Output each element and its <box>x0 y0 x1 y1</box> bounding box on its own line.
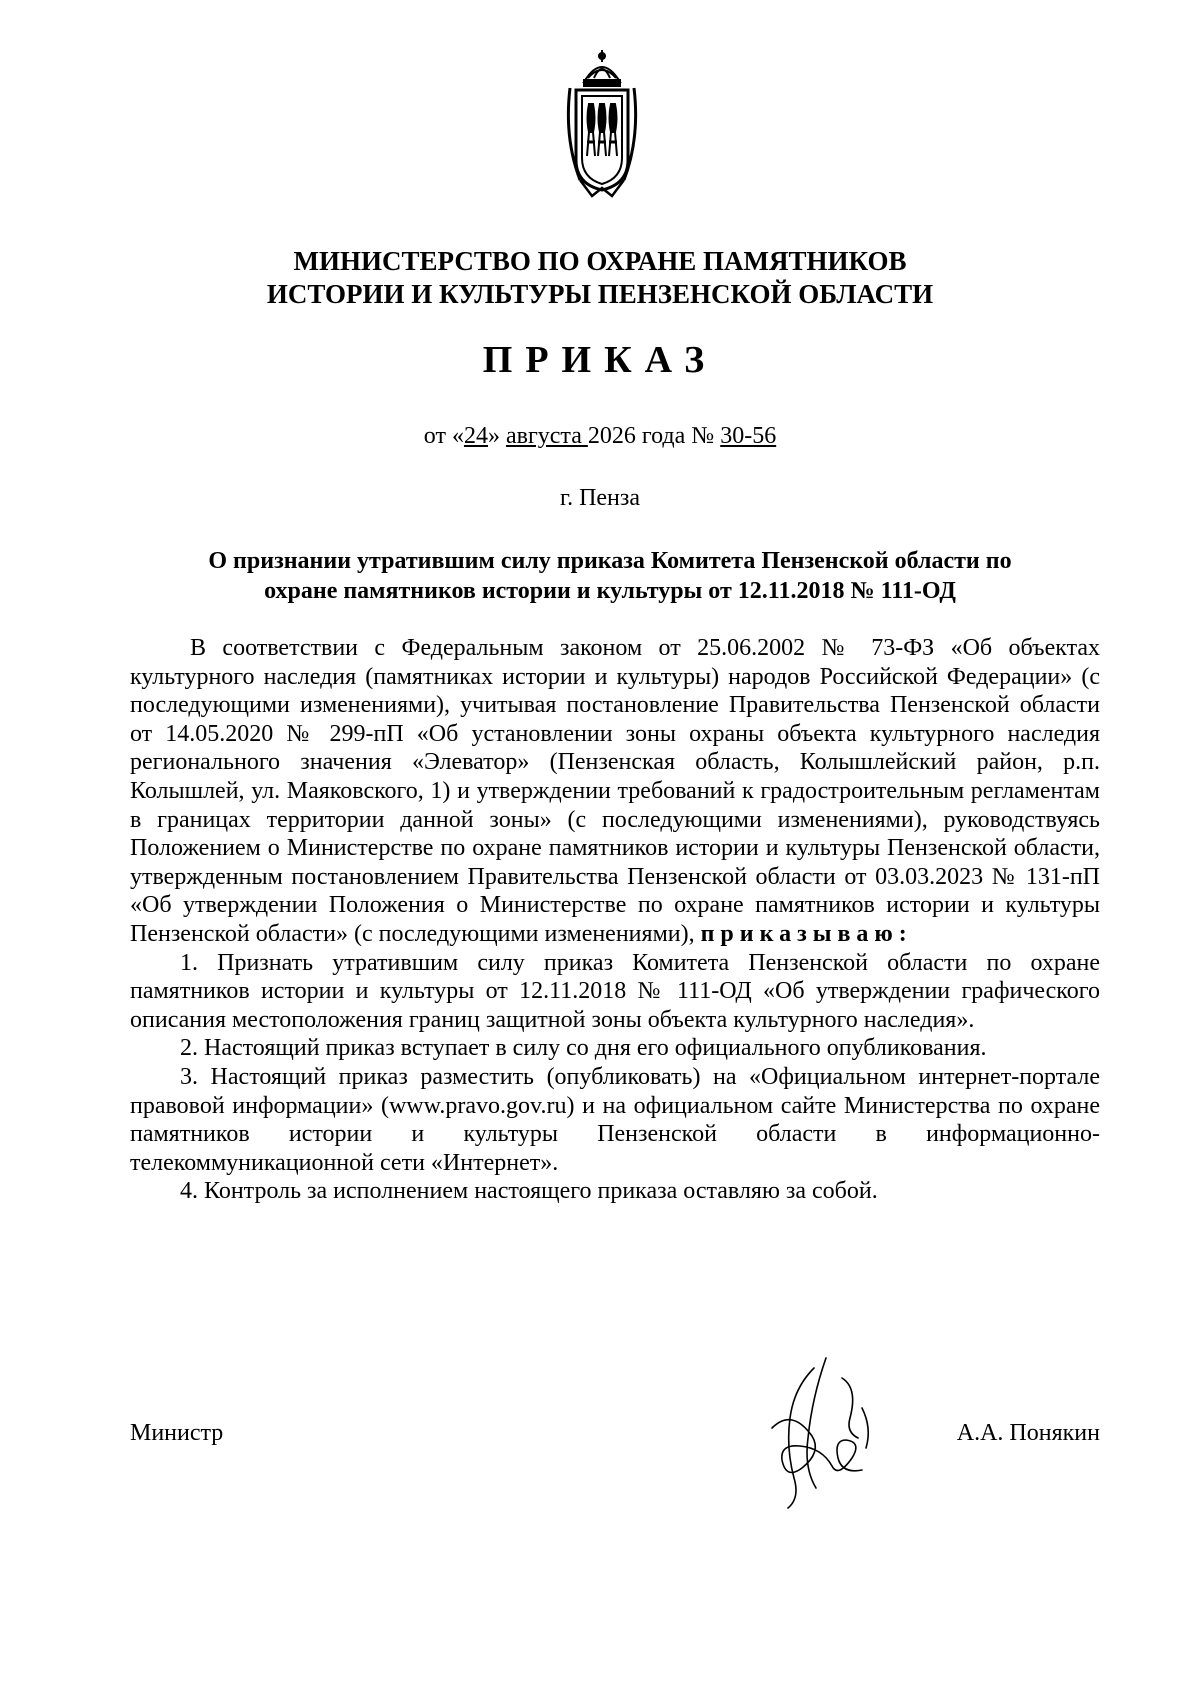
order-body <box>130 634 1100 1206</box>
date-month: августа <box>505 423 588 449</box>
order-item-2: 2. Настоящий приказ вступает в силу со дня его официального опубликования. <box>180 1035 987 1062</box>
ministry-name-line1: МИНИСТЕРСТВО ПО ОХРАНЕ ПАМЯТНИКОВ <box>293 246 907 276</box>
document-type-title: ПРИКАЗ <box>482 339 718 381</box>
signatory-title: Министр <box>130 1420 224 1446</box>
city-name: г. Пенза <box>559 485 641 511</box>
signature-icon <box>742 1348 890 1514</box>
order-item-3: 3. Настоящий приказ разместить (опубликовать) на «Официальном интернет-портале правовой информации» (www.pravo.gov.ru) и на официальном сайте Министерства по охране памятников истории и культуры Пензенской области в информационно-телекоммуникационной сети «Интернет». <box>130 1063 1100 1176</box>
ministry-name-line2: ИСТОРИИ И КУЛЬТУРЫ ПЕНЗЕНСКОЙ ОБЛАСТИ <box>266 279 934 309</box>
order-item-4: 4. Контроль за исполнением настоящего приказа оставляю за собой. <box>180 1178 878 1205</box>
order-subject <box>120 546 1100 606</box>
order-number: 30-56 <box>720 423 777 449</box>
preamble-paragraph <box>130 634 1100 949</box>
order-item-1: 1. Признать утратившим силу приказ Комитета Пензенской области по охране памятников истории и культуры от 12.11.2018 № 111-ОД «Об утверждении графического описания местоположения границ защитной зоны объекта культурного наследия». <box>130 949 1100 1033</box>
date-after-day: » <box>487 423 506 449</box>
preamble-text: В соответствии с Федеральным законом от 25.06.2002 № 73-ФЗ «Об объектах культурного наследия (памятниках истории и культуры) народов Российской Федерации» (с последующими изменениями), учитывая постановление Правительства Пензенской области от 14.05.2020 № 299-пП «Об установлении зоны охраны объекта культурного наследия регионального значения «Элеватор» (Пензенская область, Колышлейский район, р.п. Колышлей, ул. Маяковского, 1) и утверждении требований к градостроительным регламентам в границах территории данной зоны» (с последующими изменениями), руководствуясь Положением о Министерстве по охране памятников истории и культуры Пензенской области, утвержденным постановлением Правительства Пензенской области от 03.03.2023 № 131-пП «Об утверждении Положения о Министерстве по охране памятников истории и культуры Пензенской области» (с последующими изменениями), <box>130 635 1100 947</box>
order-subject-line1: О признании утратившим силу приказа Комитета Пензенской области по <box>208 548 1012 574</box>
penza-coat-of-arms-icon <box>562 48 642 200</box>
order-subject-line2: охране памятников истории и культуры от 12.11.2018 № 111-ОД <box>264 578 956 604</box>
ministry-name <box>0 245 1200 311</box>
date-day: 24 <box>463 423 488 449</box>
date-prefix: от « <box>423 423 464 449</box>
signatory-name: А.А. Понякин <box>956 1420 1100 1446</box>
order-date-number <box>0 421 1200 451</box>
date-year: 2026 года № <box>587 423 721 449</box>
ordering-word: приказываю: <box>700 920 913 947</box>
